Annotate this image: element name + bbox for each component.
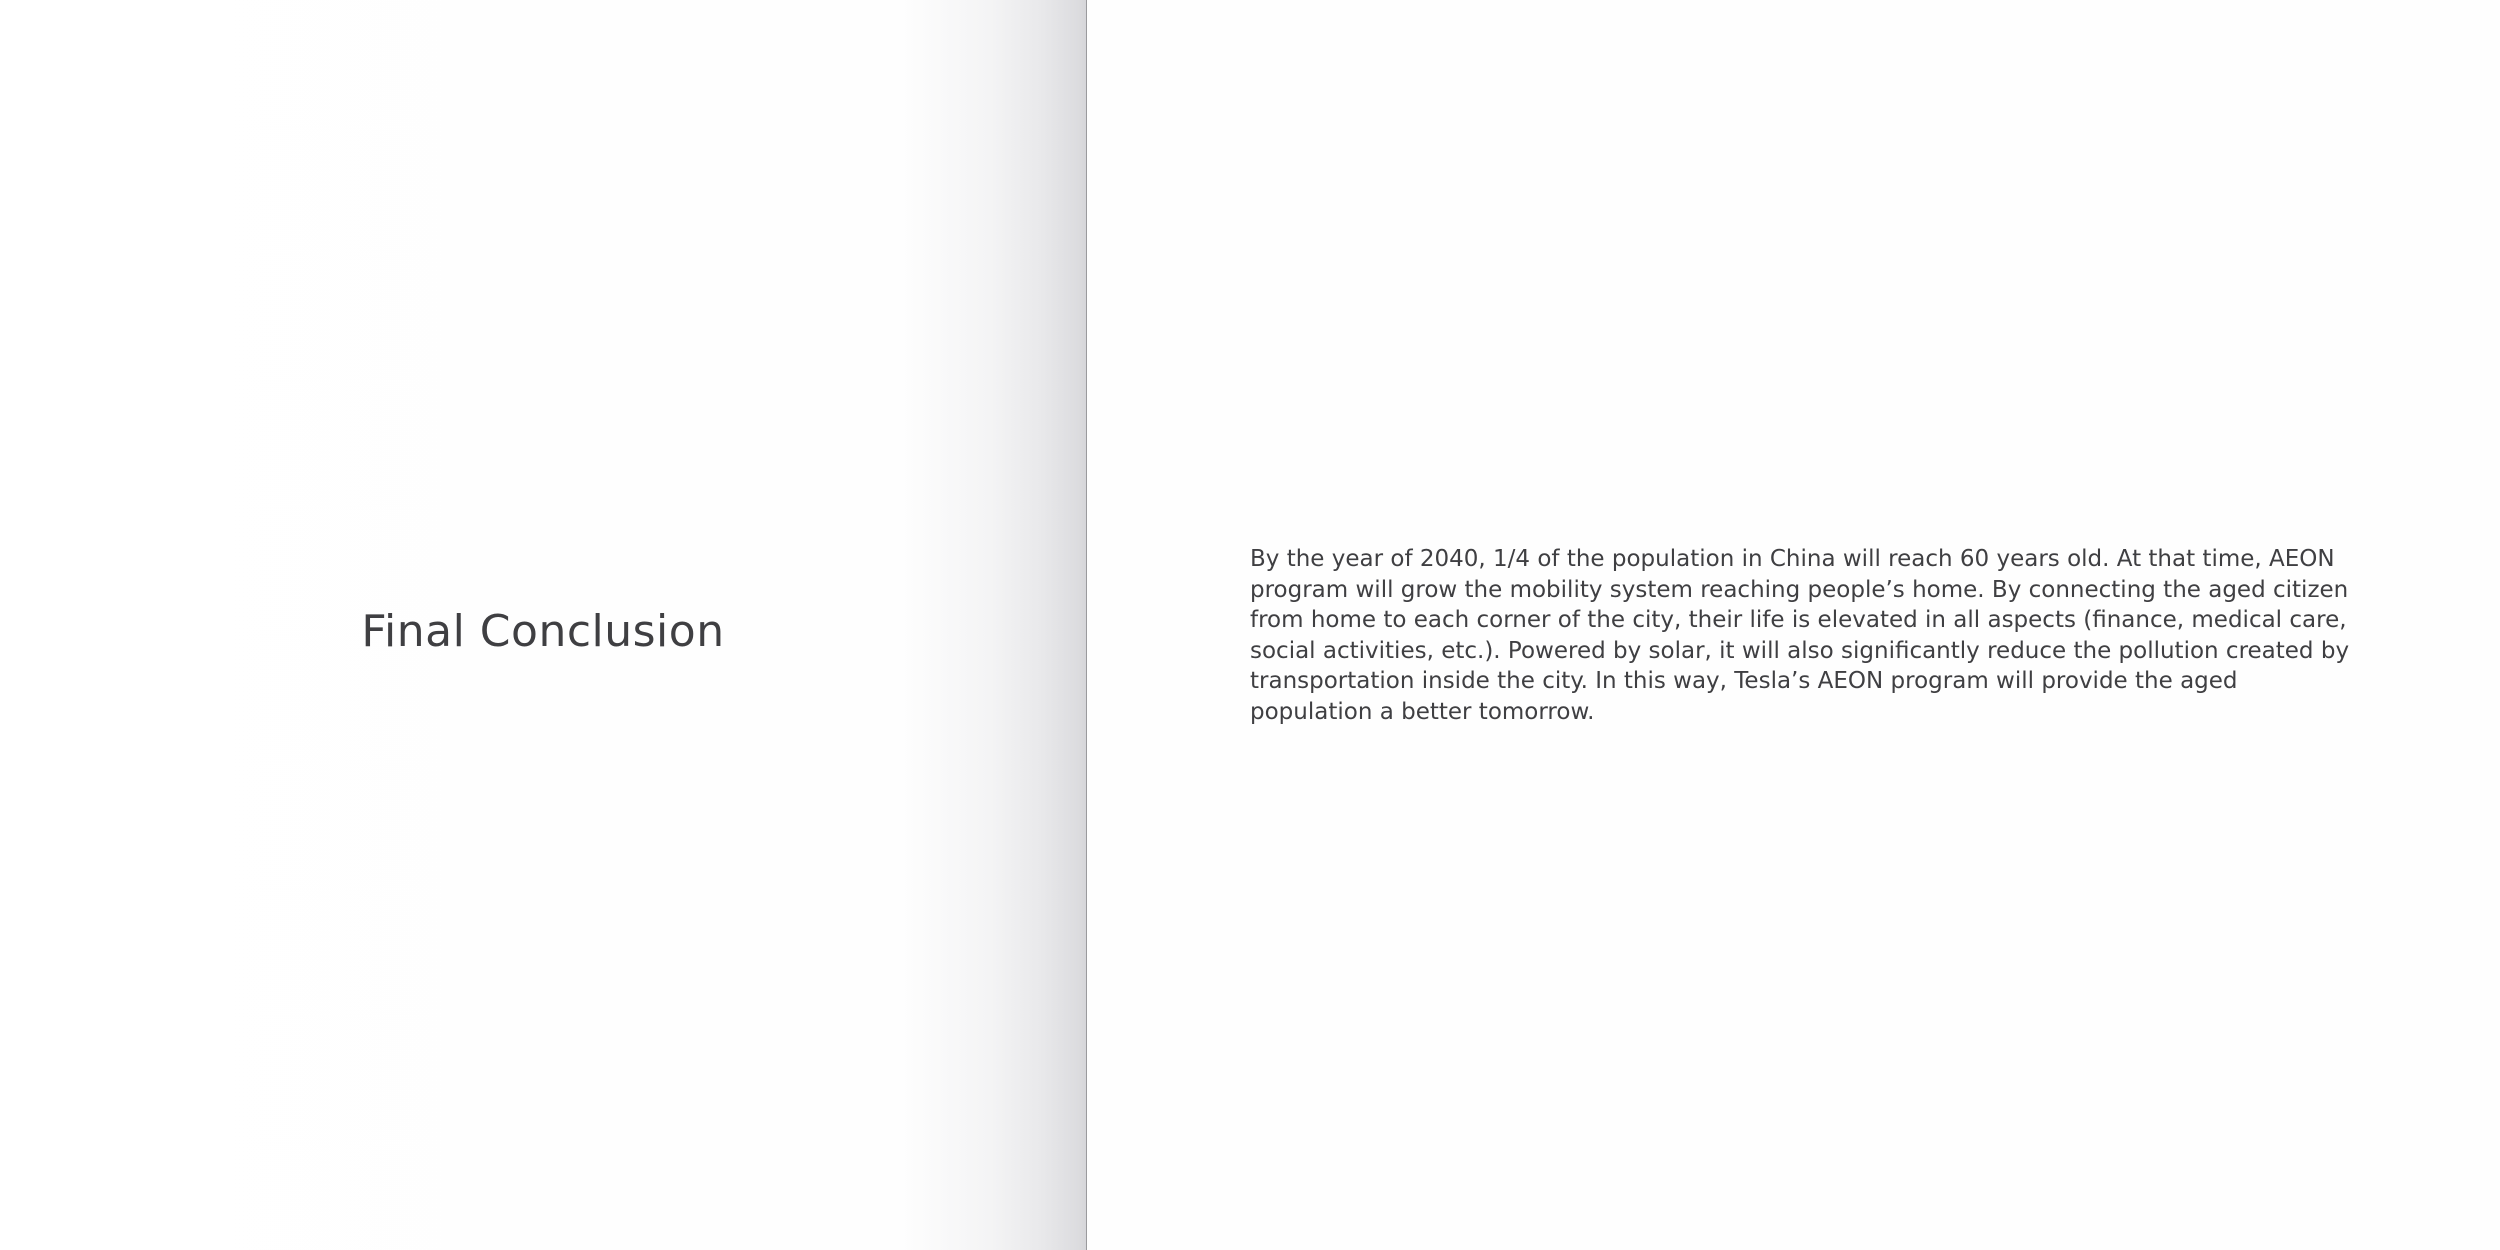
right-page	[1087, 0, 2500, 1250]
conclusion-paragraph: By the year of 2040, 1/4 of the population in China will reach 60 years old. At that time, AEON program will grow the mobility system reaching people’s home. By connecting the aged citizen from home to each corner of the city, their life is elevated in all aspects (finance, medical care, social activities, etc.). Powered by solar, it will also significantly reduce the pollution created by transportation inside the city. In this way, Tesla’s AEON program will provide the aged population a better tomorrow.	[1250, 546, 2350, 725]
left-page	[0, 0, 1086, 1250]
page-title: Final Conclusion	[361, 606, 725, 657]
